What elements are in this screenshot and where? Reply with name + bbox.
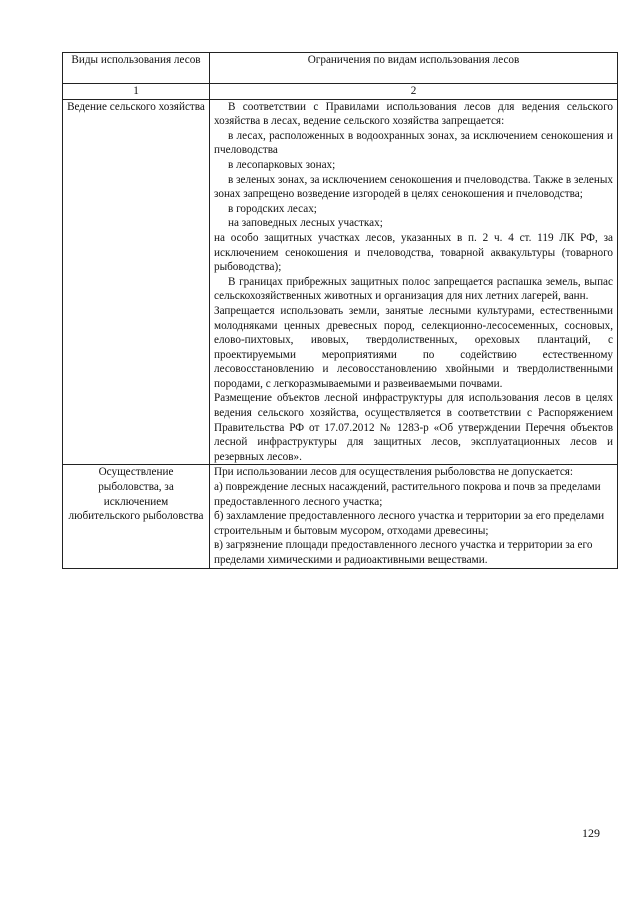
column-number-2: 2 (210, 84, 618, 100)
restrictions-agriculture (210, 99, 618, 465)
table-header-row (63, 53, 618, 84)
header-col-kinds: Виды использования лесов (63, 53, 210, 84)
page-number: 129 (582, 826, 600, 840)
paragraph: на особо защитных участках лесов, указанных в п. 2 ч. 4 ст. 119 ЛК РФ, за исключением сенокошения и пчеловодства, товарной аквакультуры (товарного рыбоводства); (214, 231, 613, 274)
paragraph: а) повреждение лесных насаждений, растительного покрова и почв за пределами предоставленного лесного участка; (214, 481, 601, 508)
paragraph: В границах прибрежных защитных полос запрещается распашка земель, выпас сельскохозяйственных животных и организация для них летних лагерей, ванн. (214, 275, 613, 303)
paragraph: Запрещается использовать земли, занятые лесными культурами, естественными молодняками ценных древесных пород, селекционно-лесосеменных, сосновых, елово-пихтовых, ивовых, твердолиственных, ореховых плантаций, с проектируемыми мероприятиями по содействию естественному лесовосстановлению и лесовосстановлению хвойными и твердолиственными породами, с легкоразмываемыми и развеиваемыми почвами. (214, 304, 613, 390)
restrictions-table (62, 52, 618, 569)
usage-kind-agriculture: Ведение сельского хозяйства (63, 99, 210, 465)
column-number-1: 1 (63, 84, 210, 100)
paragraph: В соответствии с Правилами использования лесов для ведения сельского хозяйства в лесах, ведение сельского хозяйства запрещается: (214, 100, 613, 128)
paragraph: б) захламление предоставленного лесного участка и территории за его пределами строительным и бытовым мусором, отходами древесины; (214, 510, 605, 537)
paragraph: При использовании лесов для осуществления рыболовства не допускается: (214, 466, 574, 479)
header-col-restrictions: Ограничения по видам использования лесов (210, 53, 618, 84)
usage-kind-fishing: Осуществление рыболовства, за исключением любительского рыболовства (63, 465, 210, 568)
column-number-row (63, 84, 618, 100)
paragraph: в зеленых зонах, за исключением сенокошения и пчеловодства. Также в зеленых зонах запрещено возведение изгородей в целях сенокошения и пчеловодства; (214, 173, 613, 201)
paragraph: на заповедных лесных участках; (228, 217, 383, 230)
paragraph: в лесопарковых зонах; (228, 158, 336, 171)
table-row-agriculture (63, 99, 618, 465)
paragraph: в лесах, расположенных в водоохранных зонах, за исключением сенокошения и пчеловодства (214, 129, 613, 157)
paragraph: в) загрязнение площади предоставленного лесного участка и территории за его пределами химическими и радиоактивными веществами. (214, 539, 593, 566)
restrictions-fishing (210, 465, 618, 568)
paragraph: в городских лесах; (228, 202, 317, 215)
paragraph: Размещение объектов лесной инфраструктуры для использования лесов в целях ведения сельского хозяйства, осуществляется в соответствии с Распоряжением Правительства РФ от 17.07.2012 № 1283-р «Об утверждении Перечня объектов лесной инфраструктуры для защитных лесов, эксплуатационных лесов и резервных лесов». (214, 392, 613, 463)
table-row-fishing (63, 465, 618, 568)
